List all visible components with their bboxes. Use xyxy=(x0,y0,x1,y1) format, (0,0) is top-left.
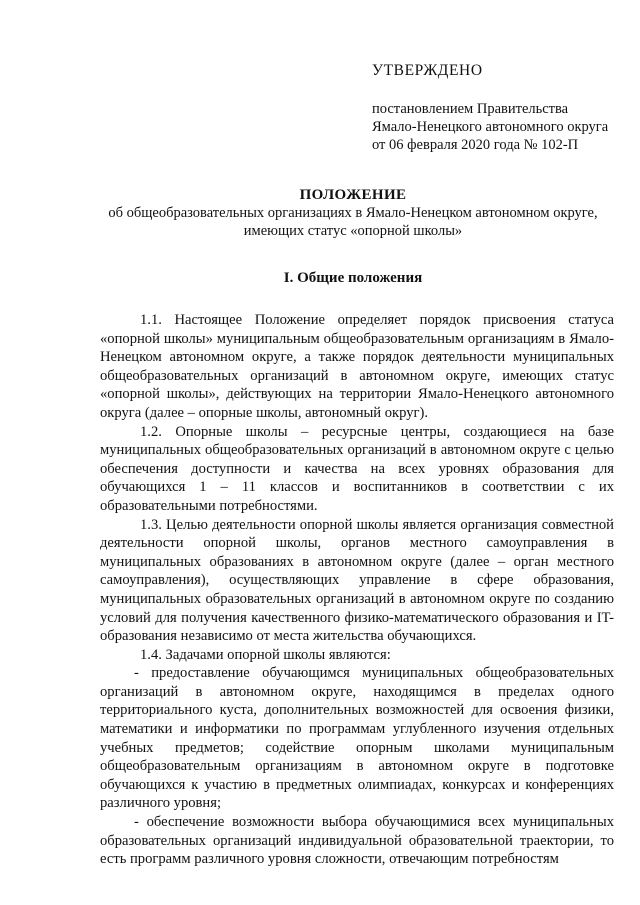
paragraph-1-1: 1.1. Настоящее Положение определяет порядок присвоения статуса «опорной школы» муниципальным общеобразовательным организациям в Ямало-Ненецком автономном округе, а также порядок деятельности муниципальных общеобразовательных организаций в автономном округе, имеющих статус «опорной школы», действующих на территории Ямало-Ненецкого автономного округа (далее – опорные школы, автономный округ). xyxy=(100,312,614,421)
approval-stamp xyxy=(372,62,608,154)
paragraph-1-4: 1.4. Задачами опорной школы являются: xyxy=(140,646,391,663)
approval-heading: УТВЕРЖДЕНО xyxy=(372,62,483,79)
section-heading: I. Общие положения xyxy=(283,270,423,286)
document-subtitle: имеющих статус «опорной школы» xyxy=(243,223,463,239)
list-item-task: - обеспечение возможности выбора обучающимися всех муниципальных образовательных организаций индивидуальной образовательной траектории, то есть программ различного уровня сложности, отвечающим потребностям xyxy=(100,814,614,868)
document-subtitle: об общеобразовательных организациях в Ямало-Ненецком автономном округе, xyxy=(108,205,598,221)
document-title: ПОЛОЖЕНИЕ xyxy=(299,187,407,203)
document-body xyxy=(100,311,614,869)
paragraph-1-2: 1.2. Опорные школы – ресурсные центры, создающиеся на базе муниципальных общеобразовательных организаций в автономном округе с целью обеспечения доступности и качества на всех уровнях образования для обучающихся 1 – 11 классов и воспитанников в соответствии с их образовательными потребностями. xyxy=(100,423,614,514)
paragraph-1-3: 1.3. Целью деятельности опорной школы является организация совместной деятельности опорной школы, органов местного самоуправления в муниципальных образованиях в автономном округе (далее – орган местного самоуправления), осуществляющих управление в сфере образования, муниципальных образовательных организаций в автономном округе по созданию условий для получения качественного физико-математического образования и IT-образования независимо от места жительства обучающихся. xyxy=(100,516,614,645)
document-title-block xyxy=(88,186,618,240)
list-item-task: - предоставление обучающимся муниципальных общеобразовательных организаций в автономном округе, находящимся в пределах одного территориального куста, дополнительных возможностей для освоения физики, математики и информатики по программам углубленного изучения отдельных учебных предметов; содействие опорным школами муниципальным общеобразовательным организациям в автономном округе в подготовке обучающихся к участию в предметных олимпиадах, конкурсах и конференциях различного уровня; xyxy=(100,665,614,812)
approval-line: постановлением Правительства xyxy=(372,101,569,117)
approval-line: Ямало-Ненецкого автономного округа xyxy=(372,119,609,135)
approval-line: от 06 февраля 2020 года № 102-П xyxy=(372,137,579,153)
